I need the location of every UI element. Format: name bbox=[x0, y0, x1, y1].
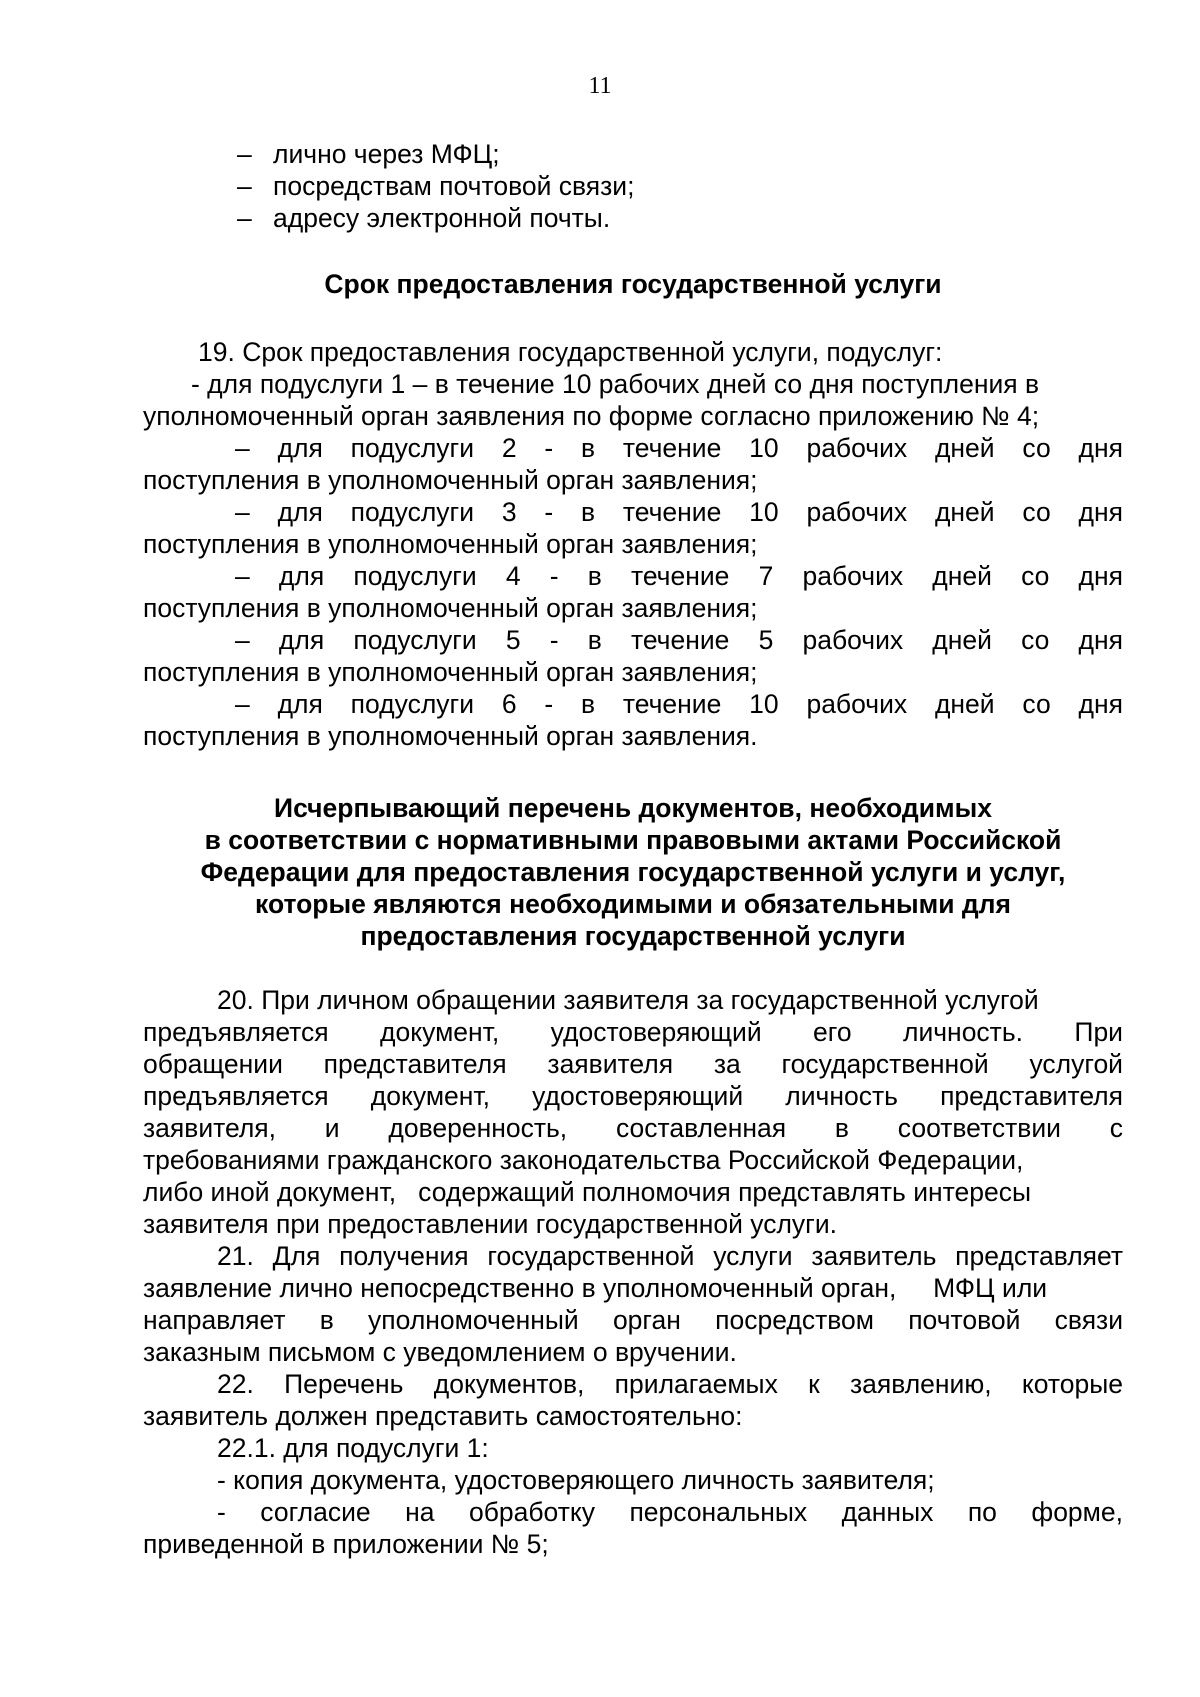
word: 7 bbox=[758, 561, 774, 591]
justified-line bbox=[143, 560, 1123, 592]
word: 2 bbox=[501, 433, 517, 463]
paragraphs-20-22 bbox=[143, 984, 1123, 1560]
delivery-methods-list bbox=[143, 138, 1123, 234]
list-dash: – bbox=[235, 689, 250, 719]
word: 10 bbox=[749, 497, 779, 527]
word: подуслуги bbox=[350, 689, 475, 719]
word: со bbox=[1022, 689, 1051, 719]
word: подуслуги bbox=[350, 433, 475, 463]
word: подуслуги bbox=[353, 561, 477, 591]
paragraph-19 bbox=[143, 336, 1123, 752]
subservice-item bbox=[143, 496, 1123, 560]
word: течение bbox=[622, 689, 722, 719]
paragraph-line: заявление лично непосредственно в уполномоченный орган, МФЦ или bbox=[143, 1273, 1048, 1303]
word: - bbox=[549, 625, 559, 655]
paragraph-line: 22.1. для подуслуги 1: bbox=[217, 1433, 489, 1463]
word: в bbox=[581, 689, 596, 719]
subservice-item bbox=[143, 432, 1123, 496]
heading-line: которые являются необходимыми и обязательными для bbox=[255, 889, 1011, 919]
list-dash: – bbox=[237, 171, 252, 201]
word: - bbox=[544, 689, 554, 719]
list-item bbox=[143, 170, 1123, 202]
word: рабочих bbox=[806, 433, 908, 463]
word: дня bbox=[1078, 497, 1123, 527]
word: течение bbox=[630, 561, 730, 591]
list-item bbox=[143, 138, 1123, 170]
paragraph-line: заявитель должен представить самостоятельно: bbox=[143, 1401, 743, 1431]
word: подуслуги bbox=[350, 497, 475, 527]
paragraph-line: 19. Срок предоставления государственной услуги, подуслуг: bbox=[198, 337, 943, 367]
word: дней bbox=[934, 497, 995, 527]
paragraph-line: 22. Перечень документов, прилагаемых к заявлению, которые bbox=[217, 1369, 1123, 1399]
paragraph-line: приведенной в приложении № 5; bbox=[143, 1529, 549, 1559]
heading-line: Исчерпывающий перечень документов, необходимых bbox=[274, 793, 992, 823]
word: дней bbox=[932, 625, 992, 655]
word: в bbox=[587, 561, 602, 591]
word: рабочих bbox=[806, 689, 908, 719]
justified-line bbox=[143, 432, 1123, 464]
word: 3 bbox=[501, 497, 517, 527]
list-item-text: посредствам почтовой связи; bbox=[273, 171, 635, 201]
word: дня bbox=[1078, 561, 1123, 591]
list-dash: – bbox=[237, 203, 252, 233]
word: для bbox=[277, 497, 323, 527]
word: рабочих bbox=[806, 497, 908, 527]
paragraph-line: поступления в уполномоченный орган заявления; bbox=[143, 657, 758, 687]
word: - bbox=[544, 497, 554, 527]
word: течение bbox=[622, 497, 722, 527]
word: течение bbox=[622, 433, 722, 463]
word: рабочих bbox=[802, 561, 904, 591]
list-dash: – bbox=[235, 625, 250, 655]
list-item-text: лично через МФЦ; bbox=[273, 139, 500, 169]
word: для bbox=[278, 625, 325, 655]
subservice-item bbox=[143, 688, 1123, 752]
paragraph-line: - согласие на обработку персональных данных по форме, bbox=[217, 1497, 1123, 1527]
section-heading-service-term: Срок предоставления государственной услуги bbox=[324, 269, 942, 299]
word: течение bbox=[630, 625, 730, 655]
paragraph-line: поступления в уполномоченный орган заявления; bbox=[143, 529, 758, 559]
word: 10 bbox=[749, 689, 779, 719]
word: 5 bbox=[758, 625, 774, 655]
subservice-item bbox=[143, 624, 1123, 688]
list-dash: – bbox=[235, 561, 250, 591]
word: для bbox=[277, 433, 323, 463]
paragraph-line: - копия документа, удостоверяющего личность заявителя; bbox=[217, 1465, 935, 1495]
paragraph-line: заявителя, и доверенность, составленная в соответствии с bbox=[143, 1113, 1123, 1143]
word: - bbox=[549, 561, 559, 591]
word: подуслуги bbox=[353, 625, 477, 655]
paragraph-line: поступления в уполномоченный орган заявления; bbox=[143, 593, 758, 623]
paragraph-line: обращении представителя заявителя за государственной услугой bbox=[143, 1049, 1123, 1079]
word: в bbox=[581, 433, 596, 463]
paragraph-line: направляет в уполномоченный орган посредством почтовой связи bbox=[143, 1305, 1123, 1335]
subservice-item bbox=[143, 560, 1123, 624]
paragraph-line: предъявляется документ, удостоверяющий личность представителя bbox=[143, 1081, 1123, 1111]
word: дней bbox=[934, 433, 995, 463]
heading-line: Федерации для предоставления государственной услуги и услуг, bbox=[200, 857, 1066, 887]
word: дня bbox=[1078, 625, 1123, 655]
justified-line bbox=[143, 624, 1123, 656]
justified-line bbox=[143, 688, 1123, 720]
list-dash: – bbox=[235, 433, 250, 463]
paragraph-line: - для подуслуги 1 – в течение 10 рабочих дней со дня поступления в bbox=[191, 369, 1040, 399]
paragraph-line: требованиями гражданского законодательства Российской Федерации, bbox=[143, 1145, 1024, 1175]
word: со bbox=[1022, 433, 1051, 463]
word: 5 bbox=[505, 625, 521, 655]
heading-line: в соответствии с нормативными правовыми актами Российской bbox=[204, 825, 1062, 855]
word: в bbox=[581, 497, 596, 527]
word: в bbox=[587, 625, 602, 655]
word: со bbox=[1021, 625, 1050, 655]
list-dash: – bbox=[237, 139, 252, 169]
paragraph-line: предъявляется документ, удостоверяющий его личность. При bbox=[143, 1017, 1123, 1047]
justified-line bbox=[143, 496, 1123, 528]
word: дня bbox=[1078, 433, 1123, 463]
paragraph-line: поступления в уполномоченный орган заявления. bbox=[143, 721, 758, 751]
word: для bbox=[277, 689, 323, 719]
word: 4 bbox=[505, 561, 521, 591]
paragraph-line: 20. При личном обращении заявителя за государственной услугой bbox=[217, 985, 1039, 1015]
list-item-text: адресу электронной почты. bbox=[273, 203, 611, 233]
paragraph-line: поступления в уполномоченный орган заявления; bbox=[143, 465, 758, 495]
word: для bbox=[278, 561, 325, 591]
paragraph-line: 21. Для получения государственной услуги заявитель представляет bbox=[217, 1241, 1123, 1271]
paragraph-line: заявителя при предоставлении государственной услуги. bbox=[143, 1209, 837, 1239]
word: со bbox=[1021, 561, 1050, 591]
list-item bbox=[143, 202, 1123, 234]
paragraph-line: либо иной документ, содержащий полномочия представлять интересы bbox=[143, 1177, 1031, 1207]
word: 6 bbox=[501, 689, 517, 719]
section-heading-document-list bbox=[143, 792, 1123, 952]
word: - bbox=[544, 433, 554, 463]
page-number: 11 bbox=[588, 73, 612, 99]
word: со bbox=[1022, 497, 1051, 527]
paragraph-line: уполномоченный орган заявления по форме согласно приложению № 4; bbox=[143, 401, 1040, 431]
paragraph-line: заказным письмом с уведомлением о вручении. bbox=[143, 1337, 737, 1367]
word: 10 bbox=[749, 433, 779, 463]
list-dash: – bbox=[235, 497, 250, 527]
word: рабочих bbox=[802, 625, 904, 655]
word: дня bbox=[1078, 689, 1123, 719]
heading-line: предоставления государственной услуги bbox=[360, 921, 906, 951]
word: дней bbox=[934, 689, 995, 719]
word: дней bbox=[932, 561, 992, 591]
